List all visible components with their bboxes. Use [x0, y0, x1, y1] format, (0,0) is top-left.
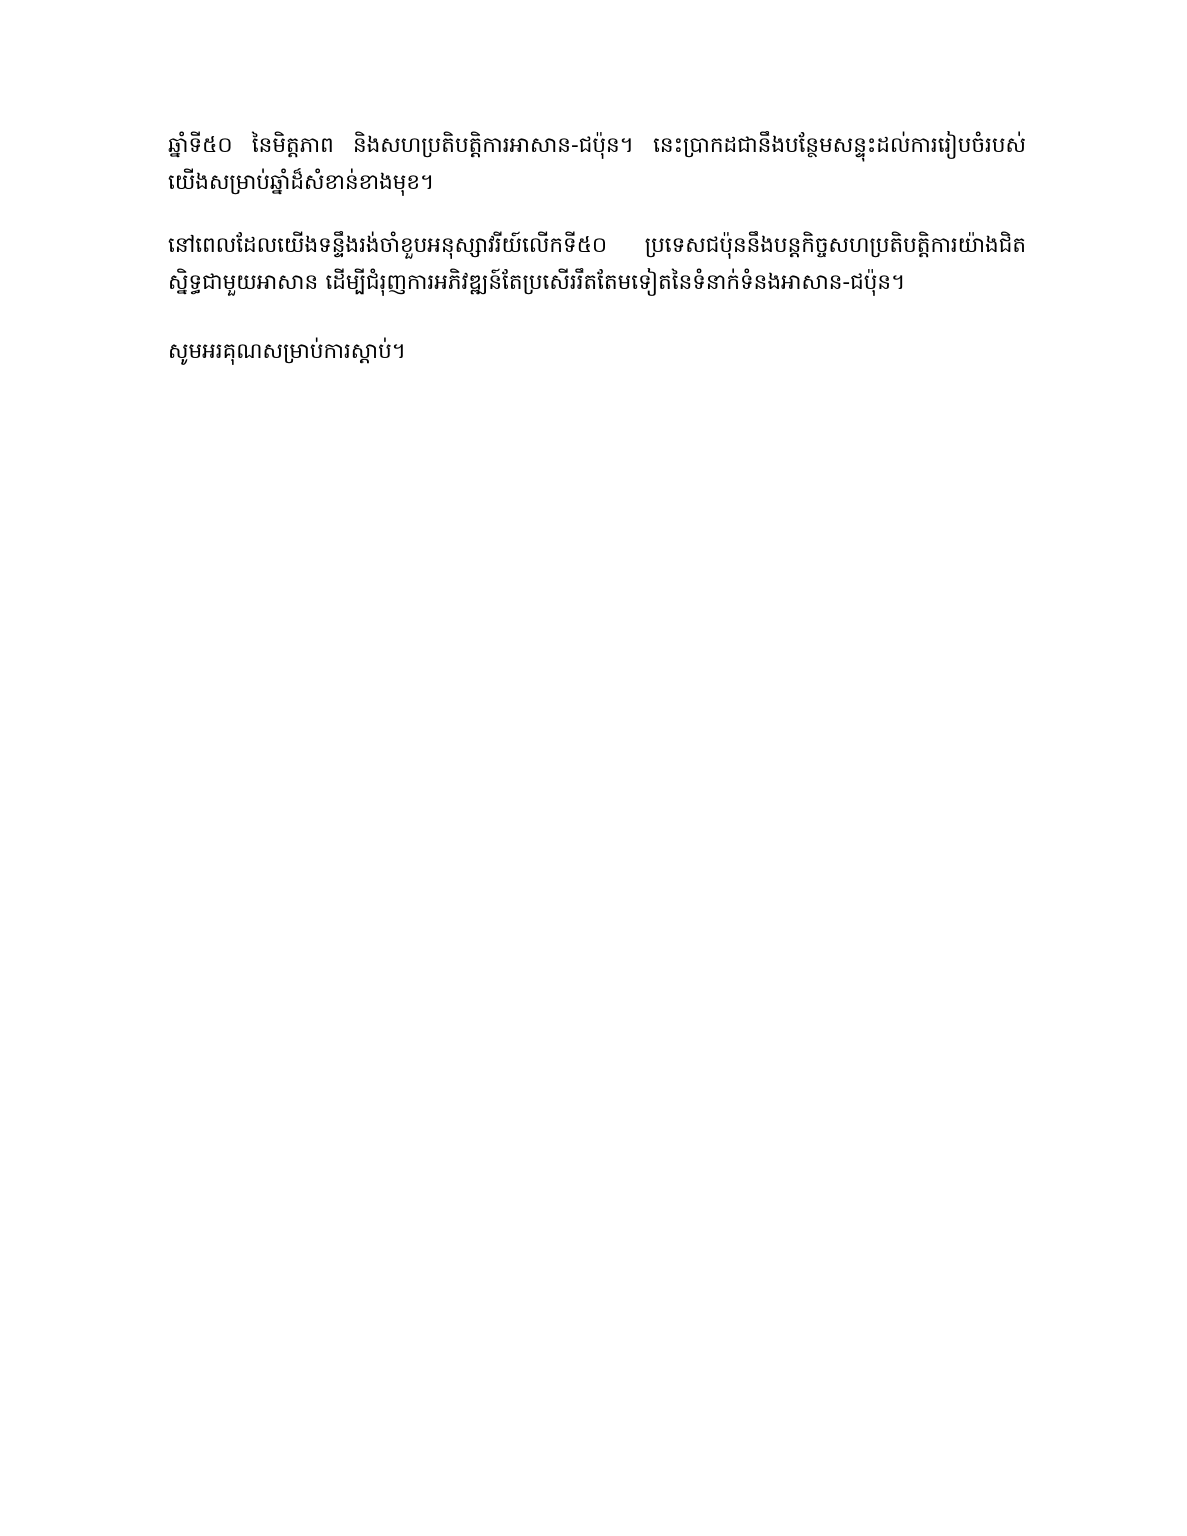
paragraph-1: ឆ្នាំទី៥០ នៃមិត្តភាព និងសហប្រតិបត្តិការអាសាន-ជប៉ុន។ នេះប្រាកដជានឹងបន្ថែមសន្ទុះដល់ការរៀបចំរបស់យើងសម្រាប់ឆ្នាំដ៏សំខាន់ខាងមុខ។	[168, 133, 1026, 195]
paragraph-2: នៅពេលដែលយើងទន្ទឹងរង់ចាំខួបអនុស្សាវរីយ៍លើកទី៥០ ប្រទេសជប៉ុននឹងបន្តកិច្ចសហប្រតិបត្តិការយ៉ាងជិតស្និទ្ធជាមួយអាសាន ដើម្បីជំរុញការអភិវឌ្ឍន៍តែប្រសើររឹតតែមទៀតនៃទំនាក់ទំនងអាសាន-ជប៉ុន។	[168, 232, 1026, 295]
document-body	[168, 128, 1026, 371]
paragraph-3: សូមអរគុណសម្រាប់ការស្តាប់។	[168, 338, 406, 364]
